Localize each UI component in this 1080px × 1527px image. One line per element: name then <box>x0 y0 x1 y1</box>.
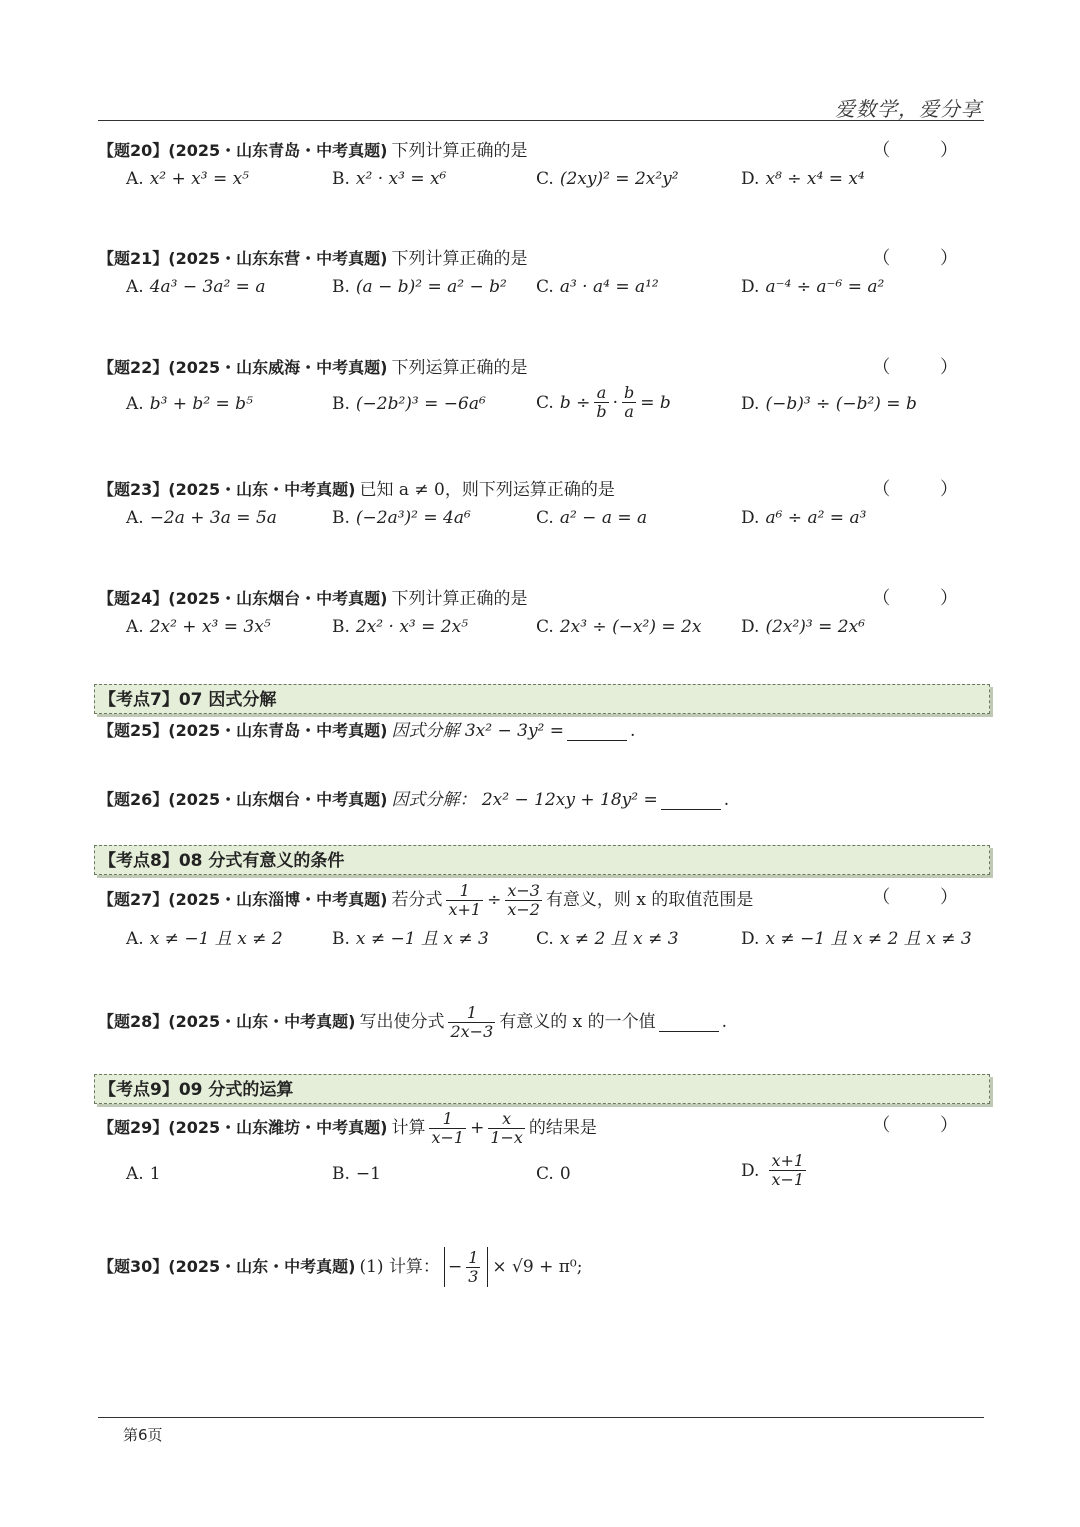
option-c: C. (2xy)² = 2x²y² <box>536 169 679 189</box>
question-23 <box>98 476 984 540</box>
options <box>98 165 984 201</box>
footer-rule <box>98 1417 984 1418</box>
fraction: $\frac{x}{1-x}$ <box>490 1108 523 1147</box>
question-source: (2025・山东・中考真题) <box>168 1257 356 1276</box>
question-number: 【题28】 <box>98 1012 169 1031</box>
question-source: (2025・山东・中考真题) <box>168 480 356 499</box>
question-number: 【题30】 <box>98 1257 169 1276</box>
section-header-9: 【考点9】09 分式的运算 <box>94 1074 990 1104</box>
option-a: A. b³ + b² = b⁵ <box>126 394 253 414</box>
question-number: 【题23】 <box>98 480 169 499</box>
fraction: $\frac{1}{x+1}$ <box>448 880 482 919</box>
question-source: (2025・山东烟台・中考真题) <box>168 790 388 809</box>
question-29: 【题29】 (2025・山东潍坊・中考真题) 计算 $\frac{1}{x-1}$ + $\frac{x}{1-x}$ 的结果是 （ ） A. 1 B. −1 C. 0 D. $\frac{x+1}{x-1}$ <box>98 1108 984 1198</box>
option-c: C. a³ · a⁴ = a¹² <box>536 277 659 297</box>
answer-blank <box>661 791 721 810</box>
question-number: 【题27】 <box>98 890 169 909</box>
option-b: B. (−2b²)³ = −6a⁶ <box>332 394 486 414</box>
option-c: C. 0 <box>536 1164 571 1184</box>
option-c: C. a² − a = a <box>536 508 648 528</box>
option-b: B. 2x² · x³ = 2x⁵ <box>332 617 469 637</box>
question-text: 下列计算正确的是 <box>391 249 528 269</box>
option-a: A. 4a³ − 3a² = a <box>126 277 266 297</box>
option-d: D. (2x²)³ = 2x⁶ <box>741 617 866 637</box>
question-text: 因式分解： 2x² − 12xy + 18y² = <box>391 790 658 810</box>
answer-paren: （ ） <box>872 248 980 269</box>
question-24 <box>98 585 984 649</box>
option-b: B. (a − b)² = a² − b² <box>332 277 507 297</box>
question-27: 【题27】 (2025・山东淄博・中考真题) 若分式 $\frac{1}{x+1}$ ÷ $\frac{x-3}{x-2}$ 有意义，则 x 的取值范围是 （ ） A. x ≠ −1 且 x ≠ 2 B. x ≠ −1 且 x ≠ 3 C. x ≠ 2 且 x ≠ 3 D. x ≠ −1 且 x ≠ 2 且 x ≠ 3 <box>98 880 984 956</box>
question-number: 【题21】 <box>98 249 169 268</box>
question-20 <box>98 137 984 201</box>
fraction: $\frac{1}{3}$ <box>468 1247 479 1286</box>
options <box>98 1148 984 1198</box>
header-slogan: 爱数学，爱分享 <box>835 97 982 121</box>
question-source: (2025・山东・中考真题) <box>168 1012 356 1031</box>
option-a: A. 2x² + x³ = 3x⁵ <box>126 617 271 637</box>
header-rule <box>98 120 984 121</box>
option-b: B. x ≠ −1 且 x ≠ 3 <box>332 929 489 949</box>
question-number: 【题24】 <box>98 589 169 608</box>
answer-blank <box>659 1013 719 1032</box>
options <box>98 613 984 649</box>
question-25: 【题25】 (2025・山东青岛・中考真题) 因式分解 3x² − 3y² = . <box>98 717 984 745</box>
option-a: A. 1 <box>126 1164 161 1184</box>
fraction: $\frac{x-3}{x-2}$ <box>507 880 540 919</box>
section-header-7: 【考点7】07 因式分解 <box>94 684 990 714</box>
option-d: D. a⁶ ÷ a² = a³ <box>741 508 867 528</box>
option-c: C. 2x³ ÷ (−x²) = 2x <box>536 617 702 637</box>
question-text: 因式分解 3x² − 3y² = <box>391 721 565 741</box>
option-d: D. x ≠ −1 且 x ≠ 2 且 x ≠ 3 <box>741 929 972 949</box>
answer-paren: （ ） <box>872 479 980 500</box>
option-a: A. x ≠ −1 且 x ≠ 2 <box>126 929 283 949</box>
option-d: D. (−b)³ ÷ (−b²) = b <box>741 394 917 414</box>
question-number: 【题26】 <box>98 790 169 809</box>
question-28: 【题28】 (2025・山东・中考真题) 写出使分式 $\frac{1}{2x-3}$ 有意义的 x 的一个值 . <box>98 1002 728 1041</box>
question-21 <box>98 245 984 309</box>
question-source: (2025・山东青岛・中考真题) <box>168 721 388 740</box>
question-number: 【题29】 <box>98 1118 169 1137</box>
question-text: 下列计算正确的是 <box>391 141 528 161</box>
question-30: 【题30】 (2025・山东・中考真题) (1) 计算： − $\frac{1}{3}$ × √9 + π⁰; <box>98 1247 583 1286</box>
options <box>98 273 984 309</box>
section-header-8: 【考点8】08 分式有意义的条件 <box>94 845 990 875</box>
question-22 <box>98 354 984 428</box>
option-d: D. $\frac{x+1}{x-1}$ <box>741 1151 805 1189</box>
question-source: (2025・山东青岛・中考真题) <box>168 141 388 160</box>
answer-blank <box>567 722 627 741</box>
answer-paren: （ ） <box>872 588 980 609</box>
answer-paren: （ ） <box>872 357 980 378</box>
fraction: $\frac{a}{b}$ <box>596 383 607 421</box>
question-source: (2025・山东淄博・中考真题) <box>168 890 388 909</box>
question-number: 【题25】 <box>98 721 169 740</box>
fraction: $\frac{1}{2x-3}$ <box>450 1002 494 1041</box>
answer-paren: （ ） <box>872 887 980 908</box>
question-source: (2025・山东威海・中考真题) <box>168 358 388 377</box>
question-source: (2025・山东烟台・中考真题) <box>168 589 388 608</box>
question-number: 【题22】 <box>98 358 169 377</box>
question-text: 已知 a ≠ 0，则下列运算正确的是 <box>359 480 615 500</box>
option-b: B. (−2a³)² = 4a⁶ <box>332 508 471 528</box>
question-text: 下列计算正确的是 <box>391 589 528 609</box>
fraction: $\frac{x+1}{x-1}$ <box>771 1151 805 1189</box>
option-b: B. x² · x³ = x⁶ <box>332 169 447 189</box>
answer-paren: （ ） <box>872 140 980 161</box>
option-a: A. x² + x³ = x⁵ <box>126 169 249 189</box>
option-c: C. x ≠ 2 且 x ≠ 3 <box>536 929 679 949</box>
fraction: $\frac{b}{a}$ <box>624 383 635 421</box>
answer-paren: （ ） <box>872 1115 980 1136</box>
question-source: (2025・山东潍坊・中考真题) <box>168 1118 388 1137</box>
option-c: C. b ÷ $\frac{a}{b}$ · $\frac{b}{a}$ = b <box>536 383 671 421</box>
option-b: B. −1 <box>332 1164 381 1184</box>
option-a: A. −2a + 3a = 5a <box>126 508 277 528</box>
fraction: $\frac{1}{x-1}$ <box>431 1108 465 1147</box>
option-d: D. a⁻⁴ ÷ a⁻⁶ = a² <box>741 277 885 297</box>
question-text: 下列运算正确的是 <box>391 358 528 378</box>
option-d: D. x⁸ ÷ x⁴ = x⁴ <box>741 169 865 189</box>
options <box>98 382 984 428</box>
absolute-value: − $\frac{1}{3}$ <box>444 1247 488 1287</box>
question-number: 【题20】 <box>98 141 169 160</box>
options <box>98 504 984 540</box>
question-source: (2025・山东东营・中考真题) <box>168 249 388 268</box>
question-26: 【题26】 (2025・山东烟台・中考真题) 因式分解： 2x² − 12xy + 18y² = . <box>98 786 984 814</box>
page-number: 第6页 <box>123 1426 163 1444</box>
options <box>98 920 984 956</box>
